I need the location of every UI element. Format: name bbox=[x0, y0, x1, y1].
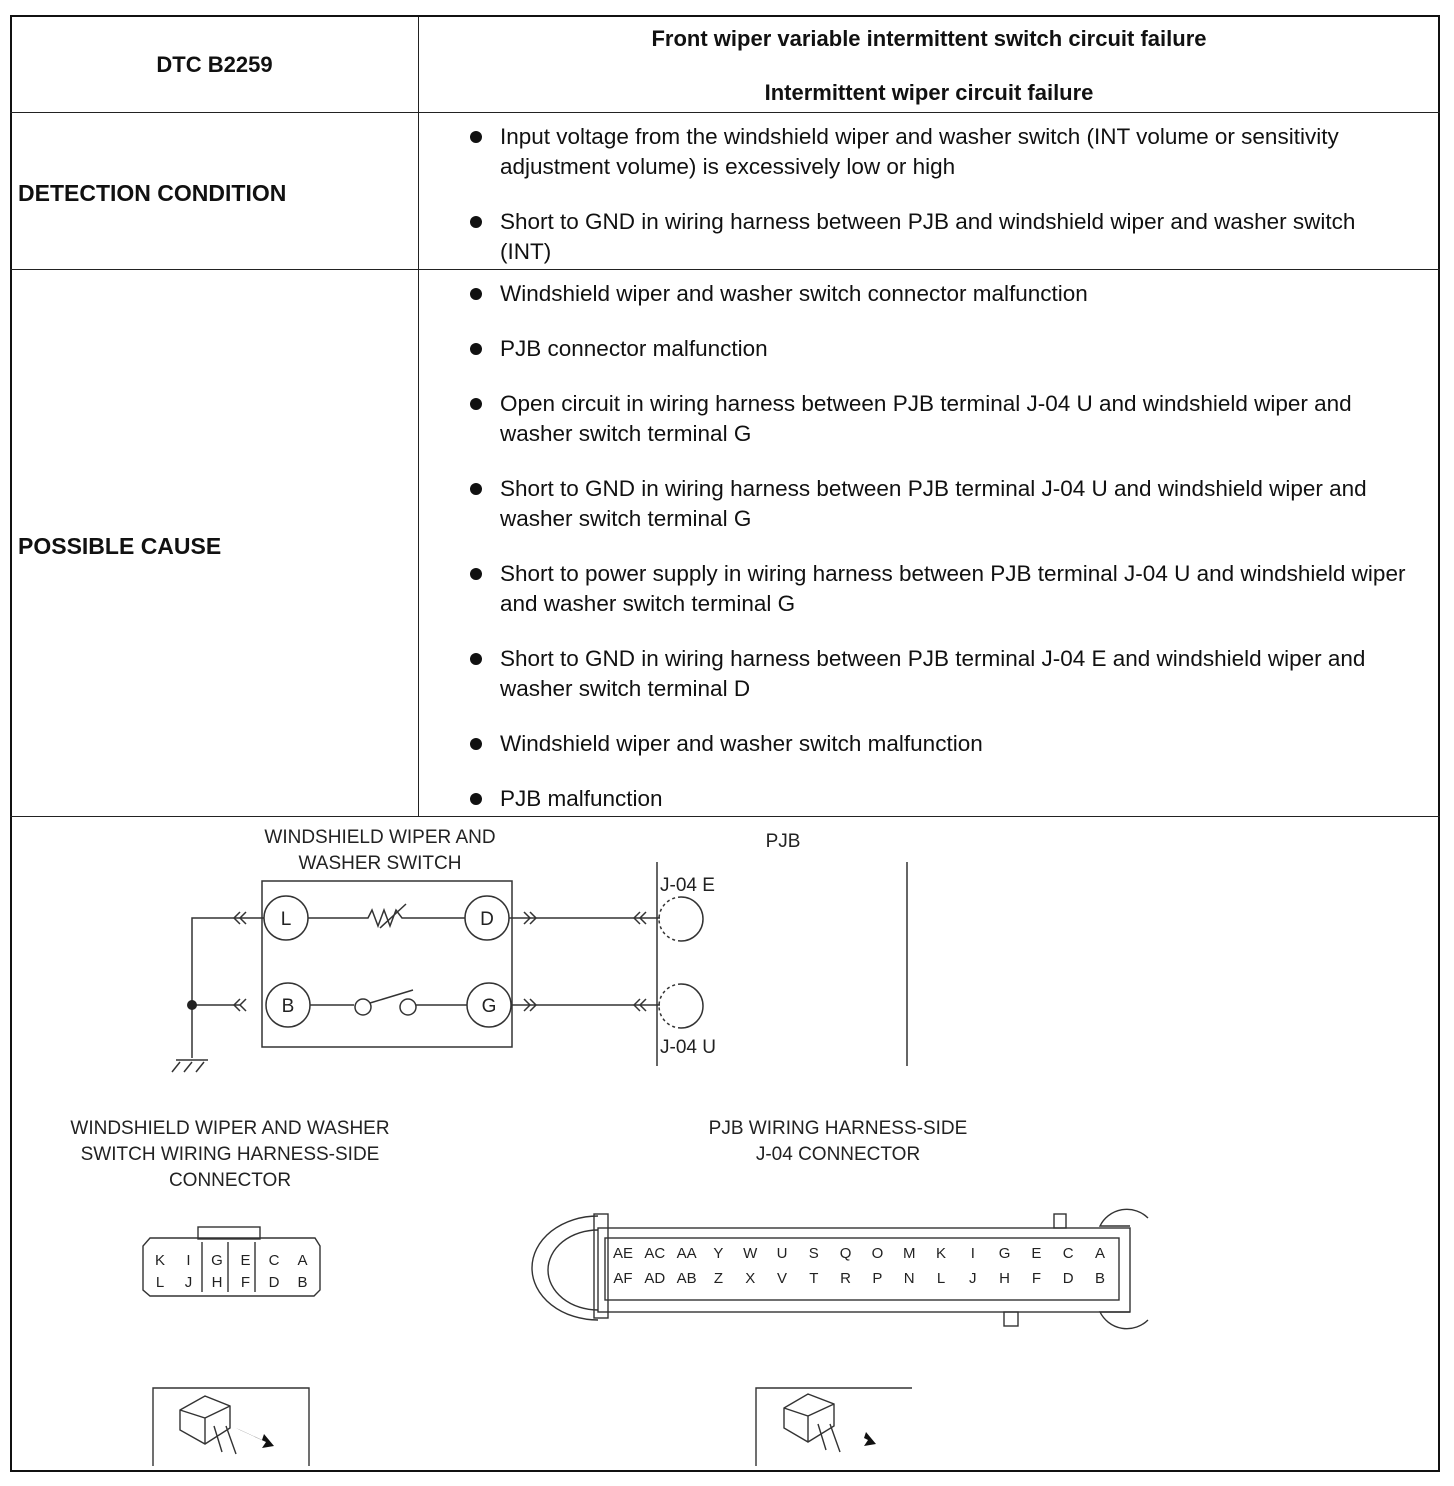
connector-pin-label: F bbox=[240, 1274, 251, 1291]
connector-view-icon bbox=[784, 1394, 834, 1442]
switch-lever-icon bbox=[370, 990, 413, 1003]
pjb-connector-title-1: PJB WIRING HARNESS-SIDE bbox=[708, 1118, 968, 1139]
variable-resistor-icon bbox=[308, 910, 465, 926]
connector-pin-label: Q bbox=[839, 1245, 852, 1262]
terminal-b-label: B bbox=[281, 996, 295, 1017]
connector-pin-label: J bbox=[969, 1270, 977, 1287]
connector-pin-label: U bbox=[776, 1245, 788, 1262]
connector-pin-label: I bbox=[970, 1245, 975, 1262]
switch-title-line2: WASHER SWITCH bbox=[298, 853, 462, 874]
connector-pin-label: D bbox=[268, 1274, 280, 1291]
terminal-g-label: G bbox=[481, 996, 497, 1017]
pjb-connector-bottom-row bbox=[613, 1270, 1105, 1287]
view-icon-frame bbox=[756, 1388, 912, 1466]
connector-pin-label: C bbox=[268, 1252, 280, 1269]
switch-connector-top-row bbox=[155, 1252, 308, 1269]
connector-pin-label: V bbox=[776, 1270, 788, 1287]
dtc-subtitle: Intermittent wiper circuit failure bbox=[764, 80, 1094, 105]
dtc-code: DTC B2259 bbox=[156, 52, 273, 77]
switch-title-line1: WINDSHIELD WIPER AND bbox=[264, 827, 496, 848]
pjb-pin-u-back bbox=[659, 984, 681, 1028]
connector-pin-label: R bbox=[840, 1270, 852, 1287]
connector-pin-label: E bbox=[240, 1252, 251, 1269]
pjb-pin-u-label: J-04 U bbox=[660, 1037, 716, 1058]
ground-wire bbox=[192, 918, 264, 1058]
connector-pin-label: S bbox=[808, 1245, 819, 1262]
switch-contact bbox=[400, 999, 416, 1015]
connector-pin-label: E bbox=[1031, 1245, 1042, 1262]
pjb-connector-tab bbox=[1054, 1214, 1066, 1228]
connector-pin-label: H bbox=[999, 1270, 1011, 1287]
switch-connector-bottom-row bbox=[156, 1274, 308, 1291]
connector-pin-label: AA bbox=[676, 1245, 697, 1262]
connector-pin-label: W bbox=[743, 1245, 758, 1262]
connector-pin-label: L bbox=[936, 1270, 946, 1287]
pjb-pin-e-label: J-04 E bbox=[660, 875, 715, 896]
connector-pin-label: Z bbox=[713, 1270, 723, 1287]
connector-pin-label: F bbox=[1031, 1270, 1041, 1287]
connector-pin-label: AC bbox=[644, 1245, 666, 1262]
connector-pin-label: B bbox=[297, 1274, 308, 1291]
connector-pin-label: J bbox=[184, 1274, 193, 1291]
pjb-connector-lever-outer bbox=[532, 1216, 598, 1320]
switch-connector-title-3: CONNECTOR bbox=[168, 1170, 292, 1191]
terminal-l-label: L bbox=[280, 909, 292, 930]
connector-wires-icon bbox=[818, 1424, 840, 1452]
pjb-pin-u bbox=[681, 984, 703, 1028]
pjb-pin-e-back bbox=[659, 897, 681, 941]
splice-dot bbox=[187, 1000, 197, 1010]
connector-pin-label: A bbox=[297, 1252, 308, 1269]
connector-pin-label: M bbox=[902, 1245, 916, 1262]
switch-connector-outline bbox=[143, 1238, 320, 1296]
connector-pin-label: A bbox=[1094, 1245, 1106, 1262]
possible-cause-label: POSSIBLE CAUSE bbox=[18, 533, 222, 559]
connector-pin-label: H bbox=[211, 1274, 223, 1291]
connector-pin-label: C bbox=[1062, 1245, 1074, 1262]
connector-pin-label: P bbox=[872, 1270, 883, 1287]
detection-condition-label: DETECTION CONDITION bbox=[18, 180, 287, 206]
switch-connector-title-1: WINDSHIELD WIPER AND WASHER bbox=[70, 1118, 390, 1139]
pjb-connector-lock bbox=[1100, 1209, 1148, 1328]
connector-pin-label: L bbox=[155, 1274, 165, 1291]
pjb-connector-lever bbox=[548, 1230, 598, 1310]
connector-pin-label: D bbox=[1062, 1270, 1074, 1287]
connector-pin-label: X bbox=[745, 1270, 756, 1287]
arrow-icon bbox=[236, 1428, 274, 1448]
connector-view-icon bbox=[180, 1396, 230, 1444]
pjb-connector-top-row bbox=[613, 1245, 1105, 1262]
dtc-title: Front wiper variable intermittent switch circuit failure bbox=[651, 26, 1207, 51]
connector-pin-label: AE bbox=[612, 1245, 634, 1262]
pjb-title: PJB bbox=[765, 831, 801, 852]
connector-pin-label: AF bbox=[613, 1270, 633, 1287]
switch-connector-title-2: SWITCH WIRING HARNESS-SIDE bbox=[80, 1144, 380, 1165]
connector-pin-label: K bbox=[935, 1245, 947, 1262]
pjb-connector-tab bbox=[1004, 1312, 1018, 1326]
connector-pin-label: O bbox=[871, 1245, 884, 1262]
switch-contact bbox=[355, 999, 371, 1015]
connector-pin-label: G bbox=[211, 1252, 223, 1269]
view-icon-frame bbox=[153, 1388, 309, 1466]
switch-connector-latch bbox=[198, 1227, 260, 1239]
connector-pin-label: T bbox=[809, 1270, 819, 1287]
connector-pin-label: AB bbox=[676, 1270, 697, 1287]
variable-resistor-arrow bbox=[380, 904, 406, 928]
connector-pin-label: G bbox=[998, 1245, 1011, 1262]
pjb-connector-title-2: J-04 CONNECTOR bbox=[755, 1144, 921, 1165]
connector-pin-label: B bbox=[1094, 1270, 1106, 1287]
connector-pin-label: AD bbox=[644, 1270, 666, 1287]
ground-icon bbox=[172, 1060, 208, 1072]
arrow-icon bbox=[840, 1426, 876, 1446]
connector-wires-icon bbox=[214, 1426, 236, 1454]
pjb-pin-e bbox=[681, 897, 703, 941]
terminal-d-label: D bbox=[480, 909, 494, 930]
connector-pin-label: I bbox=[186, 1252, 191, 1269]
connector-pin-label: Y bbox=[713, 1245, 724, 1262]
connector-pin-label: K bbox=[154, 1252, 166, 1269]
connector-pin-label: N bbox=[903, 1270, 915, 1287]
